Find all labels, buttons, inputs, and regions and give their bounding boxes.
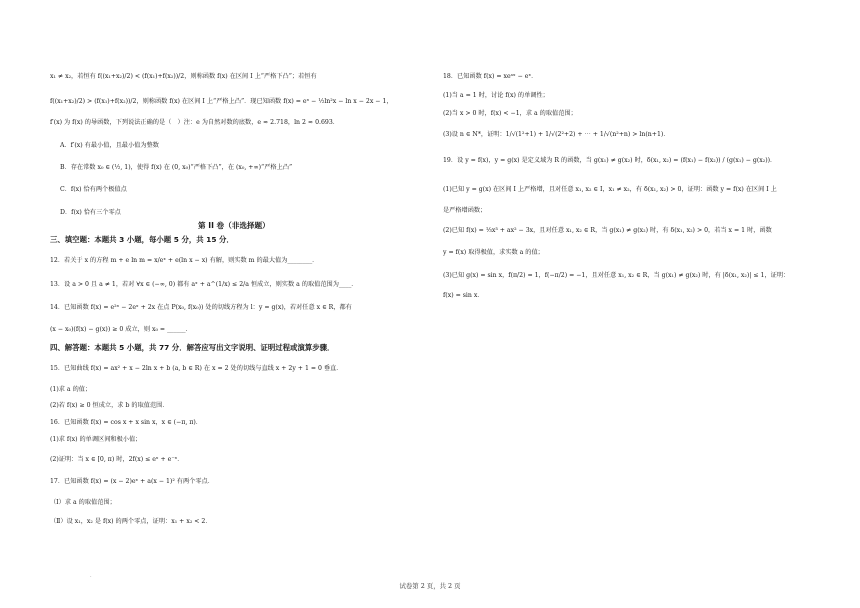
question-18: 18．已知函数 f(x) = xeᵃˣ − eˣ． bbox=[443, 73, 538, 80]
option-c: C．f(x) 恰有两个极值点 bbox=[60, 186, 127, 193]
question-15: 15．已知曲线 f(x) = ax² + x − 2ln x + b (a, b ∈ R) 在 x = 2 处的切线与直线 x + 2y + 1 = 0 垂直． bbox=[50, 365, 343, 372]
question-17-part-1: （Ⅰ）求 a 的取值范围； bbox=[50, 499, 116, 506]
question-16: 16．已知函数 f(x) = cos x + x sin x，x ∈ (−π, π)． bbox=[50, 419, 202, 426]
question-16-part-1: (1)求 f(x) 的单调区间和极小值； bbox=[50, 436, 142, 443]
question-18-part-3: (3)设 n ∈ N*，证明：1/√(1²+1) + 1/√(2²+2) + ⋯ + 1/√(n²+n) > ln(n+1)． bbox=[443, 131, 670, 138]
question-16-part-2: (2)证明：当 x ∈ [0, π) 时，2f(x) ≤ eˣ + e⁻ˣ． bbox=[50, 456, 184, 463]
question-14-line-1: 14．已知函数 f(x) = e²ˣ − 2eˣ + 2x 在点 P(x₀, f(x₀)) 处的切线方程为 l：y = g(x)，若对任意 x ∈ R，都有 bbox=[50, 304, 352, 311]
definition-line-1: x₁ ≠ x₂，若恒有 f((x₁+x₂)/2) < (f(x₁)+f(x₂))/2，则称函数 f(x) 在区间 I 上“严格下凸”；若恒有 bbox=[50, 73, 317, 80]
question-18-part-2: (2)当 x > 0 时，f(x) < −1，求 a 的取值范围； bbox=[443, 110, 577, 117]
section-title: 第 II 卷（非选择题） bbox=[198, 221, 270, 230]
question-19-part-2-line-1: (2)已知 f(x) = ⅓x³ + ax² − 3x，且对任意 x₁, x₂ ∈ R，当 g(x₁) ≠ g(x₂) 时，有 δ(x₁, x₂) > 0，若当 x = 1 时，函数 bbox=[443, 227, 772, 234]
question-stem: f′(x) 为 f(x) 的导函数，下列说法正确的是（ ）注：e 为自然对数的底数，e ≈ 2.718，ln 2 ≈ 0.693． bbox=[50, 119, 339, 126]
question-19-part-1-line-2: 是严格增函数； bbox=[443, 207, 487, 214]
solution-heading: 四、解答题：本题共 5 小题，共 77 分．解答应写出文字说明、证明过程或演算步骤． bbox=[50, 343, 335, 352]
page-footer: 试卷第 2 页，共 2 页 bbox=[399, 582, 461, 590]
option-b: B．存在常数 x₀ ∈ (½, 1)，使得 f(x) 在 (0, x₀)“严格下凸”，在 (x₀, +∞)“严格上凸” bbox=[60, 164, 293, 171]
question-17: 17．已知函数 f(x) = (x − 2)eˣ + a(x − 1)² 有两个零点． bbox=[50, 478, 214, 485]
fill-blank-heading: 三、填空题：本题共 3 小题，每小题 5 分，共 15 分． bbox=[50, 235, 234, 244]
question-18-part-1: (1)当 a = 1 时，讨论 f(x) 的单调性； bbox=[443, 92, 549, 99]
question-19-part-3-line-2: f(x) = sin x． bbox=[443, 292, 484, 299]
question-13: 13．设 a > 0 且 a ≠ 1，若对 ∀x ∈ (−∞, 0) 都有 aˣ + a^(1/x) ≤ 2/a 恒成立，则实数 a 的取值范围为____． bbox=[50, 281, 358, 288]
question-17-part-2: （Ⅱ）设 x₁，x₂ 是 f(x) 的两个零点，证明：x₁ + x₂ < 2． bbox=[50, 518, 212, 525]
question-19-part-1-line-1: (1)已知 y = g(x) 在区间 I 上严格增，且对任意 x₁, x₂ ∈ I，x₁ ≠ x₂，有 δ(x₁, x₂) > 0，证明：函数 y = f(x) 在区间 I 上 bbox=[443, 186, 777, 193]
option-d: D．f(x) 恰有三个零点 bbox=[60, 209, 121, 216]
option-a: A．f′(x) 有最小值，且最小值为整数 bbox=[60, 142, 159, 149]
question-14-line-2: (x − x₀)(f(x) − g(x)) ≥ 0 成立，则 x₀ = ______． bbox=[50, 326, 192, 333]
question-15-part-1: (1)求 a 的值； bbox=[50, 386, 92, 393]
question-12: 12．若关于 x 的方程 m + e ln m = x/eˣ + e(ln x − x) 有解，则实数 m 的最大值为________． bbox=[50, 257, 319, 264]
definition-line-2: f((x₁+x₂)/2) > (f(x₁)+f(x₂))/2，则称函数 f(x) 在区间 I 上“严格上凸”．现已知函数 f(x) = eˣ − ½ln²x − ln x − 2x − 1， bbox=[50, 98, 393, 105]
corner-mark: . bbox=[90, 573, 92, 579]
question-19: 19．设 y = f(x)，y = g(x) 是定义域为 R 的函数，当 g(x₁) ≠ g(x₂) 时，δ(x₁, x₂) = (f(x₁) − f(x₂)) / (g(x₁) − g(x₂))． bbox=[443, 157, 777, 164]
question-15-part-2: (2)若 f(x) ≥ 0 恒成立，求 b 的取值范围． bbox=[50, 402, 169, 409]
question-19-part-3-line-1: (3)已知 g(x) = sin x，f(π/2) = 1，f(−π/2) = −1，且对任意 x₁, x₂ ∈ R，当 g(x₁) ≠ g(x₂) 时，有 |δ(x₁, x₂)| ≤ 1，证明： bbox=[443, 272, 790, 279]
question-19-part-2-line-2: y = f(x) 取得极值，求实数 a 的值； bbox=[443, 249, 544, 256]
